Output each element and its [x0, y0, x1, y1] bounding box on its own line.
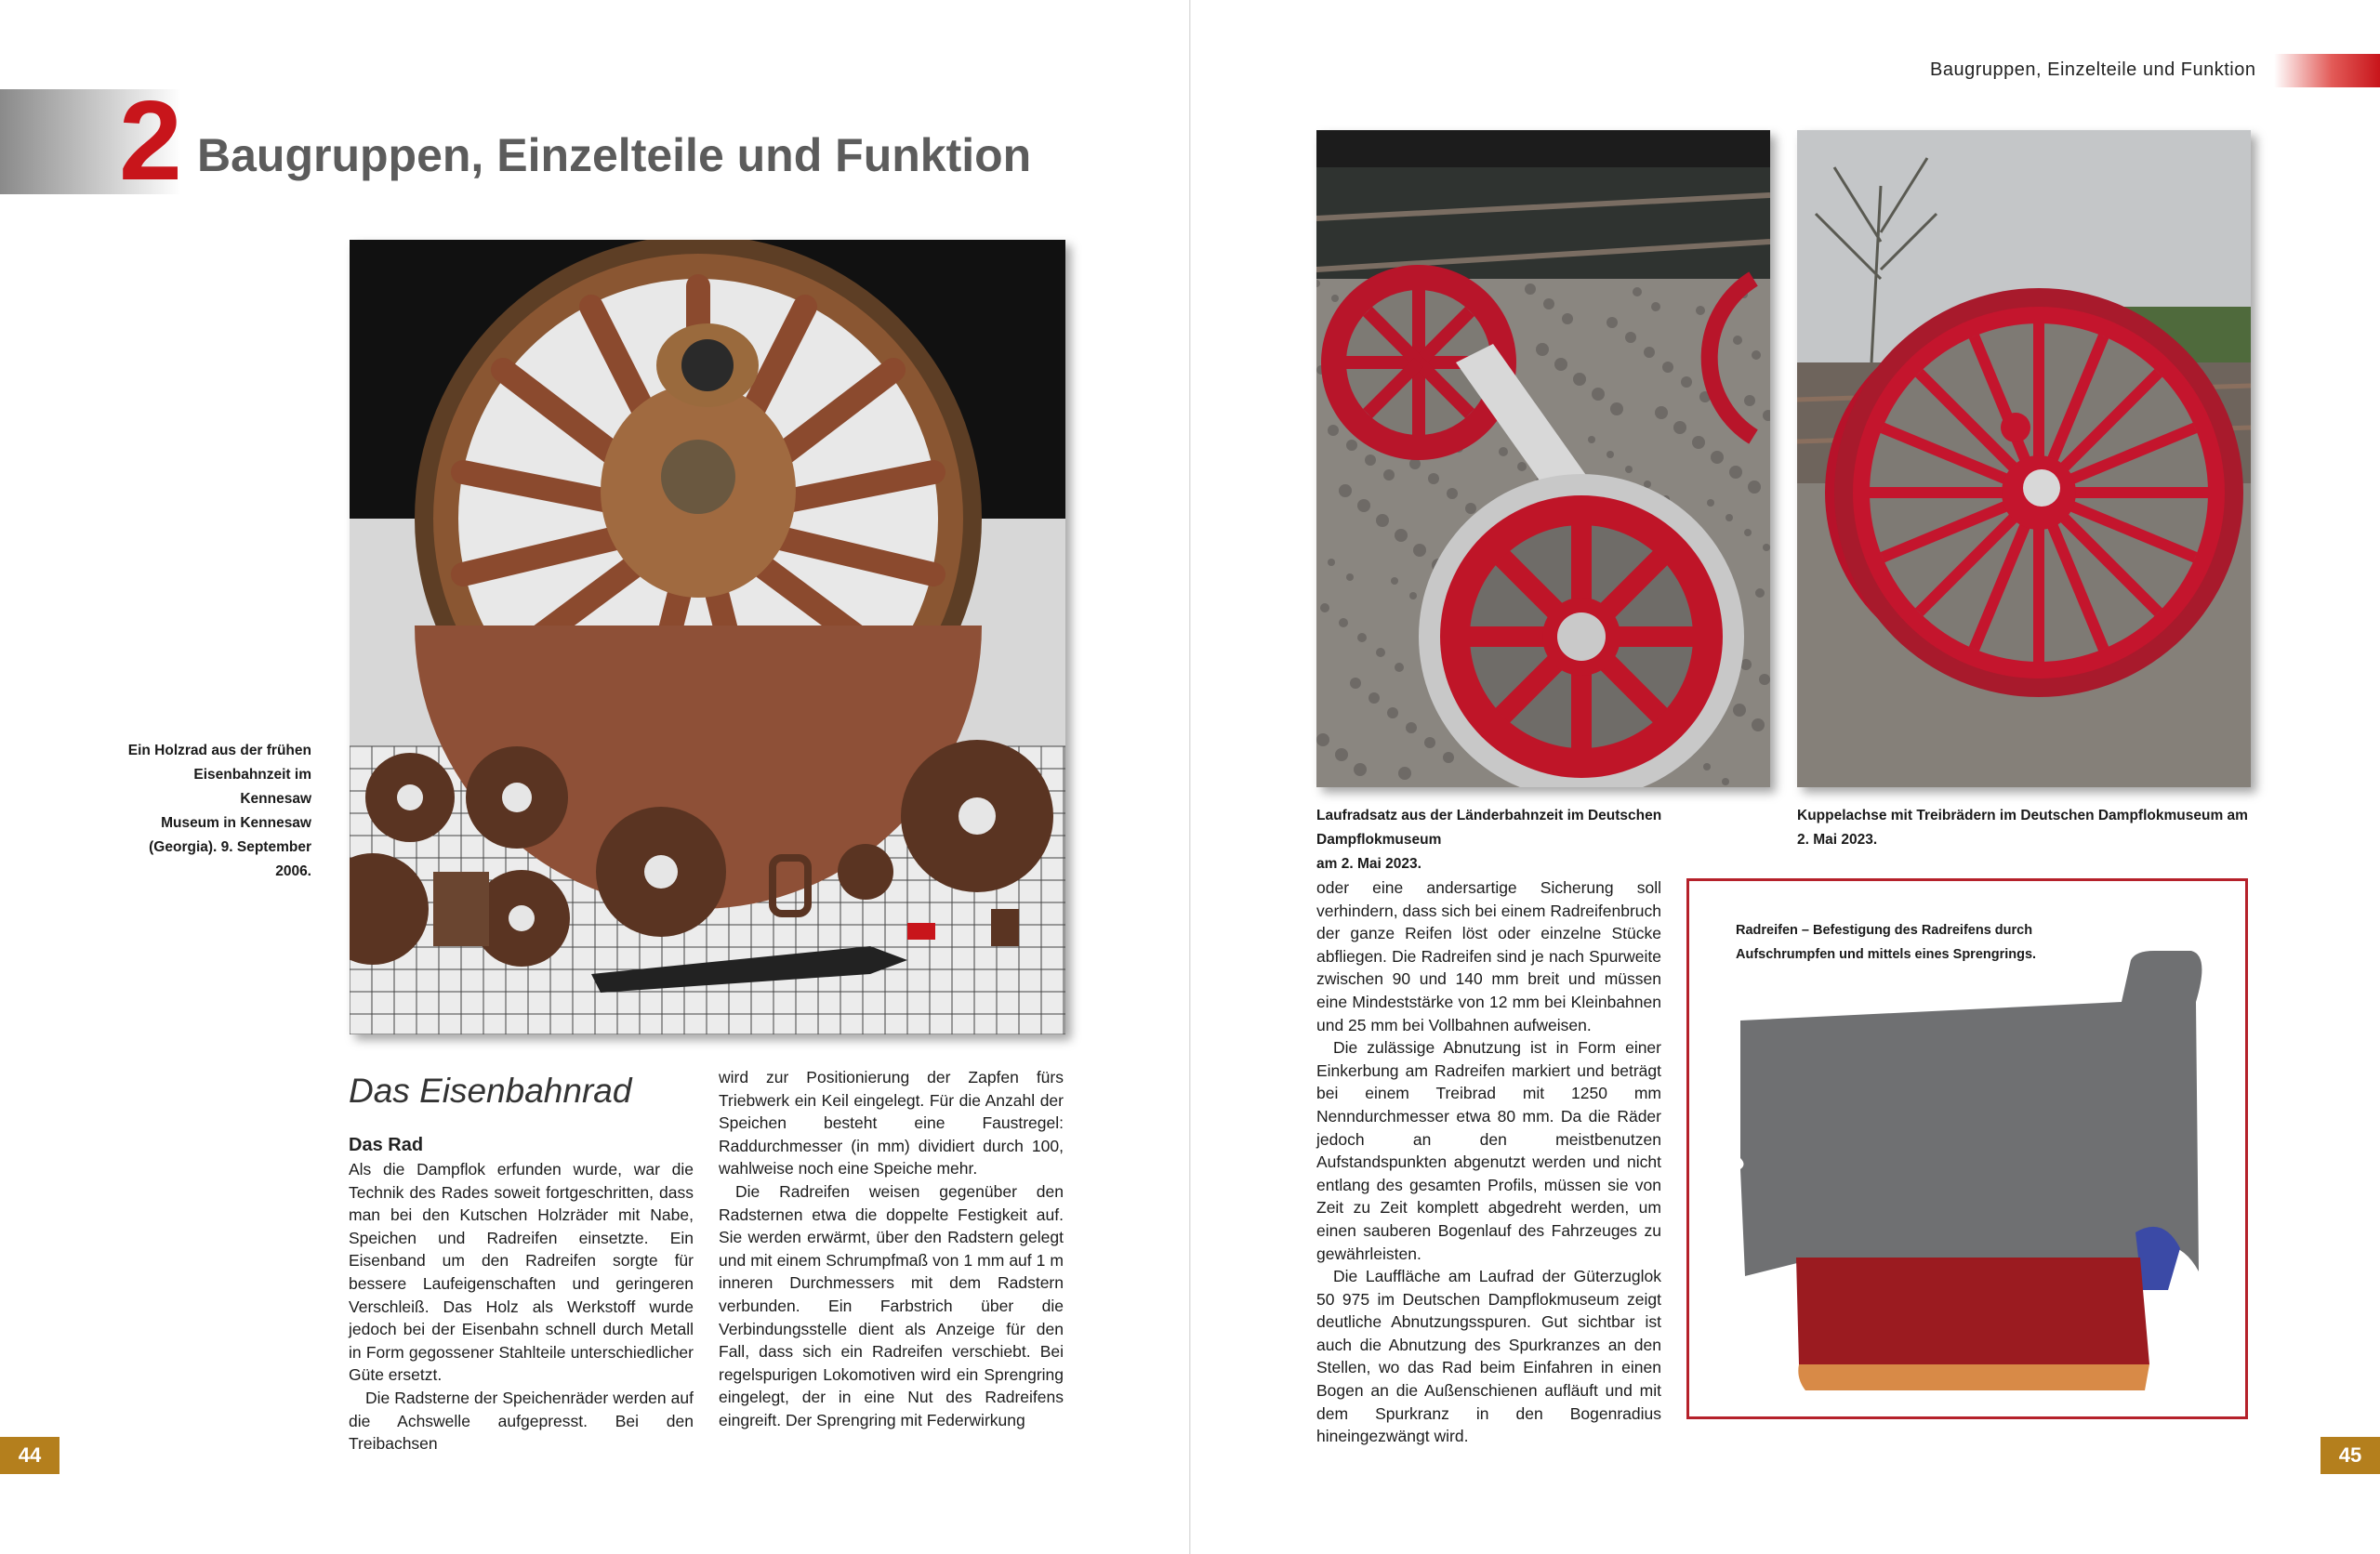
tyre-cross-section-diagram [1686, 878, 2248, 1419]
paragraph: Als die Dampflok erfunden wurde, war die Technik des Rades soweit fortgeschritten, dass man bei den Kutschen Holzräder mit Nabe, Speichen und Radreifen einsetzte. Ein Eisenband um den Radreifen sorgte für bessere Laufeigenschaften und geringeren Verschleiß. Das Holz als Werkstoff wurde jedoch bei der Eisenbahn schnell durch Metall in Form gegossener Stahlteile unterschiedlicher Güte ersetzt. [349, 1160, 694, 1385]
paragraph: wird zur Positionierung der Zapfen fürs Triebwerk ein Keil eingelegt. Für die Anzahl der Speichen besteht eine Faustregel: Raddurchmesser (in mm) dividiert durch 100, wahlweise noch eine Speiche mehr. [719, 1068, 1064, 1179]
caption-line: (Georgia). 9. September 2006. [149, 839, 311, 879]
paragraph: Die Radreifen weisen gegenüber den Radsternen etwa die doppelte Festigkeit auf. Sie werden erwärmt, über den Radstern gelegt und mit einem Schrumpfmaß von 1 mm auf 1 m inneren Durchmessers mit dem Radstern verbunden. Ein Farbstrich über die Verbindungsstelle dient als Anzeige für den Fall, dass sich ein Radreifen verschiebt. Bei regelspurigen Lokomotiven wird ein Sprengring eingelegt, der in eine Nut des Radreifens eingreift. Der Sprengring mit Federwirkung [719, 1181, 1064, 1429]
red-driving-wheel-photo [1797, 130, 2251, 787]
caption-line: Radreifen – Befestigung des Radreifens durch [1736, 923, 2033, 938]
chapter-number: 2 [119, 77, 182, 204]
caption-line: Aufschrumpfen und mittels eines Sprengrings. [1736, 947, 2037, 962]
wheelset-caption [1316, 804, 1781, 876]
caption-line: Museum in Kennesaw [161, 815, 311, 831]
diagram-caption [1736, 918, 2126, 967]
book-spine [1189, 0, 1191, 1554]
wooden-wheel-caption [121, 739, 311, 884]
caption-line: Kuppelachse mit Treibrädern im Deutschen Dampflokmuseum am [1797, 808, 2248, 823]
text-column-1 [349, 1158, 694, 1455]
subsection-title: Das Rad [349, 1135, 424, 1155]
paragraph: oder eine andersartige Sicherung soll verhindern, dass sich bei einem Radreifenbruch der ganze Reifen löst oder einzelne Stücke abfliegen. Die Radreifen sind je nach Spurweite zwischen 90 und 140 mm breit und müssen eine Mindeststärke von 12 mm bei Kleinbahnen und 25 mm bei Vollbahnen aufweisen. [1316, 878, 1661, 1034]
paragraph: Die Radsterne der Speichenräder werden auf die Achswelle aufgepresst. Bei den Treibachsen [349, 1388, 694, 1454]
caption-line: am 2. Mai 2023. [1316, 856, 1421, 872]
text-column-2 [719, 1066, 1064, 1432]
page-number-left: 44 [0, 1437, 60, 1474]
caption-line: Ein Holzrad aus der frühen [127, 743, 311, 758]
caption-line: 2. Mai 2023. [1797, 832, 1878, 848]
chapter-title: Baugruppen, Einzelteile und Funktion [197, 129, 1032, 181]
red-wheelset-photo [1316, 130, 1770, 787]
paragraph: Die zulässige Abnutzung ist in Form einer Einkerbung am Radreifen markiert und beträgt bei einem Treibrad mit 1250 mm Nenndurchmesser etwa 80 mm. Da die Räder jedoch an den meistbenutzen Aufstandspunkten abgenutzt werden und nicht entlang des gesamten Profils, müssen sie von Zeit zu Zeit komplett abgedreht werden, um einen sauberen Bogenlauf des Fahrzeuges zu gewährleisten. [1316, 1038, 1661, 1263]
paragraph: Die Lauffläche am Laufrad der Güterzuglok 50 975 im Deutschen Dampflokmuseum zeigt deutliche Abnutzungsspuren. Gut sichtbar ist auch die Abnutzung des Spurkranzes an den Stellen, wo das Rad beim Einfahren in einen Bogen an die Außenschienen aufläuft und mit dem Spurkranz in den Bogenradius hineingezwängt wird. [1316, 1267, 1661, 1446]
driving-wheel-caption [1797, 804, 2262, 852]
section-title: Das Eisenbahnrad [349, 1072, 632, 1110]
page-number-right: 45 [2320, 1437, 2380, 1474]
caption-line: Laufradsatz aus der Länderbahnzeit im Deutschen Dampflokmuseum [1316, 808, 1662, 848]
running-head-gradient [2274, 54, 2380, 87]
caption-line: Eisenbahnzeit im Kennesaw [193, 767, 311, 807]
running-head: Baugruppen, Einzelteile und Funktion [1930, 59, 2256, 80]
text-column-3 [1316, 876, 1661, 1448]
wooden-wheel-photo [350, 240, 1065, 1034]
